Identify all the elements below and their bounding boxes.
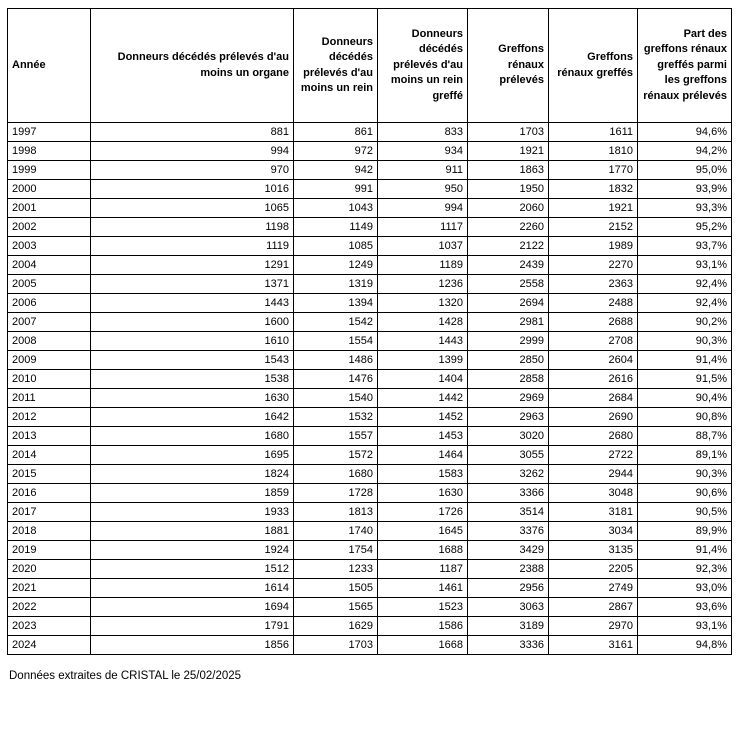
value-cell: 93,3% [638,199,732,218]
value-cell: 90,6% [638,484,732,503]
value-cell: 1085 [294,237,378,256]
value-cell: 1586 [378,617,468,636]
value-cell: 1824 [91,465,294,484]
value-cell: 1614 [91,579,294,598]
value-cell: 93,6% [638,598,732,617]
value-cell: 1921 [549,199,638,218]
value-cell: 1443 [378,332,468,351]
value-cell: 3034 [549,522,638,541]
year-cell: 2009 [8,351,91,370]
value-cell: 1726 [378,503,468,522]
value-cell: 1543 [91,351,294,370]
value-cell: 1703 [468,123,549,142]
year-cell: 2019 [8,541,91,560]
value-cell: 2981 [468,313,549,332]
value-cell: 1016 [91,180,294,199]
value-cell: 970 [91,161,294,180]
value-cell: 93,9% [638,180,732,199]
value-cell: 90,3% [638,332,732,351]
value-cell: 1461 [378,579,468,598]
value-cell: 1950 [468,180,549,199]
value-cell: 93,1% [638,617,732,636]
value-cell: 934 [378,142,468,161]
value-cell: 2684 [549,389,638,408]
value-cell: 1629 [294,617,378,636]
value-cell: 3262 [468,465,549,484]
table-row [8,161,732,180]
value-cell: 1149 [294,218,378,237]
table-row [8,560,732,579]
value-cell: 2488 [549,294,638,313]
value-cell: 994 [378,199,468,218]
table-row [8,313,732,332]
value-cell: 88,7% [638,427,732,446]
year-cell: 2012 [8,408,91,427]
value-cell: 1694 [91,598,294,617]
value-cell: 994 [91,142,294,161]
column-header: Donneurs décédés prélevés d'au moins un rein greffé [378,9,468,123]
value-cell: 2850 [468,351,549,370]
value-cell: 1453 [378,427,468,446]
value-cell: 1117 [378,218,468,237]
table-row [8,522,732,541]
value-cell: 1291 [91,256,294,275]
value-cell: 1187 [378,560,468,579]
value-cell: 3336 [468,636,549,655]
table-row [8,503,732,522]
table-row [8,351,732,370]
value-cell: 92,4% [638,294,732,313]
value-cell: 2970 [549,617,638,636]
value-cell: 1680 [294,465,378,484]
value-cell: 1542 [294,313,378,332]
value-cell: 1688 [378,541,468,560]
value-cell: 2858 [468,370,549,389]
value-cell: 94,8% [638,636,732,655]
value-cell: 1249 [294,256,378,275]
year-cell: 2014 [8,446,91,465]
value-cell: 2363 [549,275,638,294]
table-row [8,332,732,351]
value-cell: 1565 [294,598,378,617]
column-header: Greffons rénaux prélevés [468,9,549,123]
year-cell: 2005 [8,275,91,294]
value-cell: 1371 [91,275,294,294]
year-cell: 2000 [8,180,91,199]
table-row [8,579,732,598]
column-header: Année [8,9,91,123]
value-cell: 2558 [468,275,549,294]
value-cell: 2122 [468,237,549,256]
value-cell: 95,0% [638,161,732,180]
value-cell: 90,5% [638,503,732,522]
value-cell: 91,5% [638,370,732,389]
value-cell: 1630 [378,484,468,503]
value-cell: 1924 [91,541,294,560]
value-cell: 3055 [468,446,549,465]
year-cell: 2003 [8,237,91,256]
value-cell: 91,4% [638,541,732,560]
table-row [8,541,732,560]
value-cell: 1119 [91,237,294,256]
table-row [8,199,732,218]
value-cell: 1600 [91,313,294,332]
value-cell: 1610 [91,332,294,351]
value-cell: 1695 [91,446,294,465]
value-cell: 881 [91,123,294,142]
table-row [8,256,732,275]
year-cell: 2011 [8,389,91,408]
value-cell: 3376 [468,522,549,541]
value-cell: 2944 [549,465,638,484]
value-cell: 2388 [468,560,549,579]
value-cell: 1394 [294,294,378,313]
year-cell: 2024 [8,636,91,655]
year-cell: 1999 [8,161,91,180]
value-cell: 90,4% [638,389,732,408]
value-cell: 1740 [294,522,378,541]
table-row [8,465,732,484]
value-cell: 2708 [549,332,638,351]
table-row [8,408,732,427]
value-cell: 95,2% [638,218,732,237]
value-cell: 911 [378,161,468,180]
value-cell: 89,9% [638,522,732,541]
value-cell: 1642 [91,408,294,427]
table-row [8,446,732,465]
value-cell: 2690 [549,408,638,427]
table-row [8,142,732,161]
value-cell: 2680 [549,427,638,446]
value-cell: 1770 [549,161,638,180]
column-header: Donneurs décédés prélevés d'au moins un rein [294,9,378,123]
value-cell: 2260 [468,218,549,237]
value-cell: 1320 [378,294,468,313]
value-cell: 90,8% [638,408,732,427]
year-cell: 2015 [8,465,91,484]
value-cell: 1921 [468,142,549,161]
value-cell: 2749 [549,579,638,598]
value-cell: 1754 [294,541,378,560]
value-cell: 93,1% [638,256,732,275]
value-cell: 1442 [378,389,468,408]
value-cell: 1233 [294,560,378,579]
table-row [8,427,732,446]
value-cell: 1540 [294,389,378,408]
year-cell: 1998 [8,142,91,161]
value-cell: 3366 [468,484,549,503]
value-cell: 3514 [468,503,549,522]
value-cell: 1043 [294,199,378,218]
value-cell: 1464 [378,446,468,465]
value-cell: 92,3% [638,560,732,579]
value-cell: 1630 [91,389,294,408]
value-cell: 91,4% [638,351,732,370]
value-cell: 2969 [468,389,549,408]
table-row [8,617,732,636]
year-cell: 2008 [8,332,91,351]
value-cell: 90,3% [638,465,732,484]
year-cell: 2004 [8,256,91,275]
value-cell: 2688 [549,313,638,332]
year-cell: 2010 [8,370,91,389]
value-cell: 1856 [91,636,294,655]
table-row [8,123,732,142]
value-cell: 1859 [91,484,294,503]
value-cell: 942 [294,161,378,180]
value-cell: 92,4% [638,275,732,294]
value-cell: 1645 [378,522,468,541]
value-cell: 93,7% [638,237,732,256]
footer-note: Données extraites de CRISTAL le 25/02/2025 [9,670,242,682]
year-cell: 2020 [8,560,91,579]
year-cell: 2007 [8,313,91,332]
year-cell: 2017 [8,503,91,522]
table-row [8,389,732,408]
value-cell: 3189 [468,617,549,636]
value-cell: 1791 [91,617,294,636]
value-cell: 2060 [468,199,549,218]
value-cell: 3181 [549,503,638,522]
value-cell: 1428 [378,313,468,332]
year-cell: 2013 [8,427,91,446]
value-cell: 1554 [294,332,378,351]
table-row [8,218,732,237]
value-cell: 1863 [468,161,549,180]
value-cell: 991 [294,180,378,199]
value-cell: 1557 [294,427,378,446]
value-cell: 1198 [91,218,294,237]
value-cell: 1523 [378,598,468,617]
value-cell: 1236 [378,275,468,294]
column-header: Greffons rénaux greffés [549,9,638,123]
year-cell: 2022 [8,598,91,617]
value-cell: 2152 [549,218,638,237]
value-cell: 89,1% [638,446,732,465]
table-row [8,275,732,294]
value-cell: 1668 [378,636,468,655]
value-cell: 2956 [468,579,549,598]
value-cell: 2205 [549,560,638,579]
value-cell: 1476 [294,370,378,389]
value-cell: 1728 [294,484,378,503]
value-cell: 2694 [468,294,549,313]
value-cell: 3135 [549,541,638,560]
table-row [8,484,732,503]
column-header: Donneurs décédés prélevés d'au moins un organe [91,9,294,123]
value-cell: 1989 [549,237,638,256]
value-cell: 1399 [378,351,468,370]
value-cell: 1611 [549,123,638,142]
value-cell: 1065 [91,199,294,218]
value-cell: 1810 [549,142,638,161]
value-cell: 972 [294,142,378,161]
value-cell: 1813 [294,503,378,522]
value-cell: 1404 [378,370,468,389]
table-header [8,9,732,123]
value-cell: 1505 [294,579,378,598]
value-cell: 2867 [549,598,638,617]
value-cell: 861 [294,123,378,142]
value-cell: 90,2% [638,313,732,332]
value-cell: 833 [378,123,468,142]
value-cell: 3429 [468,541,549,560]
value-cell: 2999 [468,332,549,351]
table-row [8,294,732,313]
donor-transplant-table [7,8,732,655]
value-cell: 1486 [294,351,378,370]
value-cell: 1583 [378,465,468,484]
column-header: Part des greffons rénaux greffés parmi les greffons rénaux prélevés [638,9,732,123]
value-cell: 1703 [294,636,378,655]
value-cell: 2722 [549,446,638,465]
year-cell: 2006 [8,294,91,313]
table-body [8,123,732,655]
value-cell: 1037 [378,237,468,256]
table-row [8,237,732,256]
value-cell: 1933 [91,503,294,522]
value-cell: 1189 [378,256,468,275]
value-cell: 94,6% [638,123,732,142]
value-cell: 2270 [549,256,638,275]
value-cell: 2616 [549,370,638,389]
value-cell: 94,2% [638,142,732,161]
header-row [8,9,732,123]
table-row [8,180,732,199]
value-cell: 2604 [549,351,638,370]
value-cell: 950 [378,180,468,199]
value-cell: 3048 [549,484,638,503]
value-cell: 1443 [91,294,294,313]
value-cell: 3063 [468,598,549,617]
value-cell: 3161 [549,636,638,655]
value-cell: 1538 [91,370,294,389]
year-cell: 2021 [8,579,91,598]
year-cell: 2001 [8,199,91,218]
value-cell: 1832 [549,180,638,199]
table-row [8,370,732,389]
year-cell: 2018 [8,522,91,541]
table-row [8,636,732,655]
value-cell: 1572 [294,446,378,465]
value-cell: 3020 [468,427,549,446]
year-cell: 2016 [8,484,91,503]
year-cell: 1997 [8,123,91,142]
year-cell: 2023 [8,617,91,636]
year-cell: 2002 [8,218,91,237]
value-cell: 93,0% [638,579,732,598]
value-cell: 2439 [468,256,549,275]
value-cell: 1881 [91,522,294,541]
value-cell: 1512 [91,560,294,579]
value-cell: 1680 [91,427,294,446]
value-cell: 1319 [294,275,378,294]
table-row [8,598,732,617]
value-cell: 1452 [378,408,468,427]
value-cell: 1532 [294,408,378,427]
value-cell: 2963 [468,408,549,427]
